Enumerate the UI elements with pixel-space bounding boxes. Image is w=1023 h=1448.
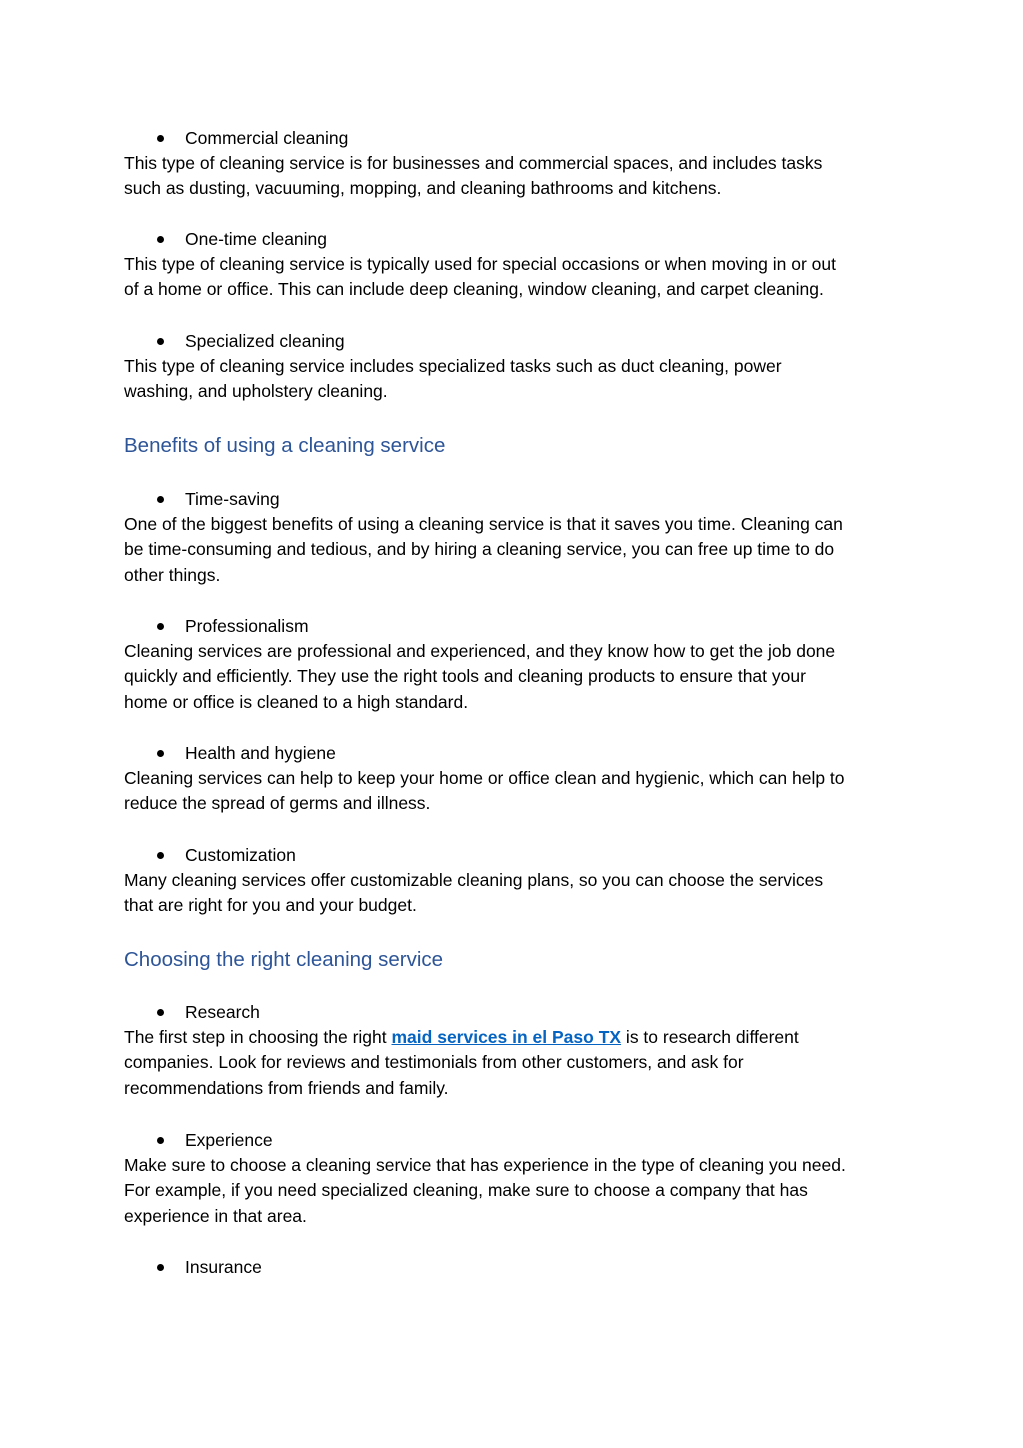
paragraph-line: experience in that area. <box>124 1205 307 1226</box>
bullet-title: Insurance <box>185 1257 262 1277</box>
bullet-title: One-time cleaning <box>185 229 328 249</box>
paragraph-experience <box>124 1153 914 1229</box>
text-after-link: is to research different <box>621 1027 799 1047</box>
bullet-dot-icon <box>157 236 164 243</box>
section-heading-choosing: Choosing the right cleaning service <box>124 948 444 971</box>
bullet-dot-icon <box>157 338 164 345</box>
bullet-dot-icon <box>157 496 164 503</box>
bullet-title: Commercial cleaning <box>185 128 349 148</box>
paragraph-line-with-link <box>124 1025 914 1050</box>
bullet-dot-icon <box>157 852 164 859</box>
paragraph-line: washing, and upholstery cleaning. <box>124 381 388 402</box>
paragraph-time-saving <box>124 512 914 588</box>
paragraph-line: other things. <box>124 564 221 585</box>
paragraph-line: companies. Look for reviews and testimonials from other customers, and ask for <box>124 1052 744 1073</box>
bullet-dot-icon <box>157 1264 164 1271</box>
paragraph-line: Many cleaning services offer customizable cleaning plans, so you can choose the services <box>124 870 824 890</box>
paragraph-line: Cleaning services can help to keep your home or office clean and hygienic, which can help to <box>124 768 845 788</box>
paragraph-line: This type of cleaning service includes specialized tasks such as duct cleaning, power <box>124 356 782 376</box>
bullet-dot-icon <box>157 1009 164 1016</box>
bullet-title: Specialized cleaning <box>185 331 345 351</box>
paragraph-line: that are right for you and your budget. <box>124 895 417 916</box>
paragraph-commercial-cleaning <box>124 151 914 202</box>
paragraph-line: of a home or office. This can include deep cleaning, window cleaning, and carpet cleaning. <box>124 279 824 300</box>
paragraph-customization <box>124 868 914 919</box>
paragraph-line: Make sure to choose a cleaning service that has experience in the type of cleaning you need. <box>124 1155 846 1175</box>
paragraph-line: reduce the spread of germs and illness. <box>124 793 431 814</box>
bullet-dot-icon <box>157 623 164 630</box>
bullet-dot-icon <box>157 1137 164 1144</box>
paragraph-line: quickly and efficiently. They use the right tools and cleaning products to ensure that your <box>124 666 806 687</box>
paragraph-line: This type of cleaning service is typically used for special occasions or when moving in or out <box>124 254 837 274</box>
paragraph-line: home or office is cleaned to a high standard. <box>124 691 469 712</box>
bullet-title: Experience <box>185 1130 273 1150</box>
paragraph-research <box>124 1025 914 1101</box>
paragraph-line: be time-consuming and tedious, and by hiring a cleaning service, you can free up time to do <box>124 539 835 560</box>
bullet-dot-icon <box>157 750 164 757</box>
bullet-title: Customization <box>185 845 296 865</box>
paragraph-line: This type of cleaning service is for businesses and commercial spaces, and includes tasks <box>124 153 823 173</box>
bullet-dot-icon <box>157 135 164 142</box>
paragraph-line: such as dusting, vacuuming, mopping, and cleaning bathrooms and kitchens. <box>124 178 722 199</box>
paragraph-line: For example, if you need specialized cleaning, make sure to choose a company that has <box>124 1180 808 1201</box>
bullet-title: Research <box>185 1002 260 1022</box>
paragraph-line: One of the biggest benefits of using a cleaning service is that it saves you time. Cleaning can <box>124 514 843 534</box>
bullet-title: Health and hygiene <box>185 743 336 763</box>
bullet-title: Professionalism <box>185 616 309 636</box>
bullet-title: Time-saving <box>185 489 280 509</box>
section-heading-benefits: Benefits of using a cleaning service <box>124 434 446 457</box>
paragraph-professionalism <box>124 639 914 715</box>
maid-services-link[interactable]: maid services in el Paso TX <box>391 1027 622 1047</box>
paragraph-one-time-cleaning <box>124 252 914 303</box>
paragraph-line: recommendations from friends and family. <box>124 1077 449 1098</box>
paragraph-specialized-cleaning <box>124 354 914 405</box>
paragraph-line: Cleaning services are professional and experienced, and they know how to get the job done <box>124 641 836 661</box>
text-before-link: The first step in choosing the right <box>124 1027 392 1047</box>
paragraph-health-and-hygiene <box>124 766 914 817</box>
